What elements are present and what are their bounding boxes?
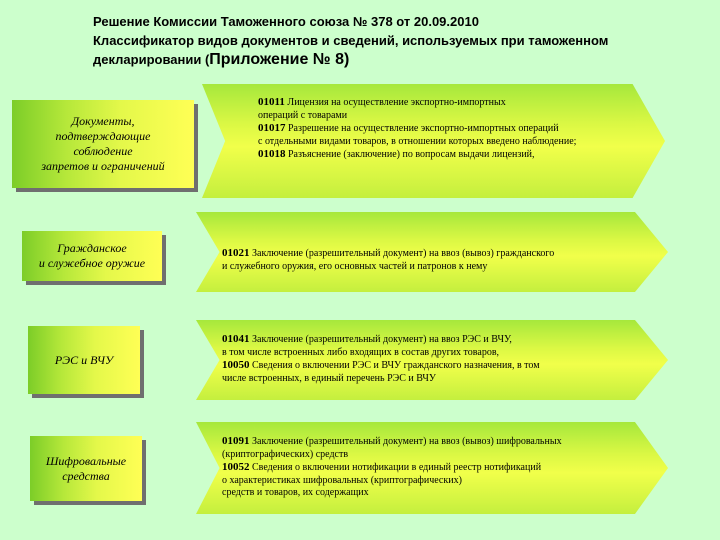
document-entry-line <box>222 475 562 488</box>
category-label-line: РЭС и ВЧУ <box>54 352 114 367</box>
header-line-2: Классификатор видов документов и сведений, используемых при таможенном <box>93 33 609 48</box>
category-label-line: запретов и ограничений <box>41 159 165 173</box>
document-description: Сведения о включении нотификации в единый реестр нотификаций <box>252 462 542 473</box>
category-label-line: Документы, <box>71 114 135 128</box>
document-description: в том числе встроенных либо входящих в состав других товаров, <box>222 346 500 358</box>
document-entry-line <box>258 122 576 136</box>
category-label-line: подтверждающие <box>55 129 151 143</box>
document-code: 01017 <box>258 122 286 134</box>
document-description: и служебного оружия, его основных частей и патронов к нему <box>222 260 488 272</box>
document-code: 01021 <box>222 247 250 259</box>
document-description: Лицензия на осуществление экспортно-импортных <box>287 97 506 108</box>
appendix-reference: Приложение № 8) <box>209 51 350 68</box>
header-line-1: Решение Комиссии Таможенного союза № 378 от 20.09.2010 <box>93 14 479 29</box>
category-label-line: Шифровальные <box>45 453 127 468</box>
document-code: 01018 <box>258 148 286 160</box>
category-label-line: соблюдение <box>73 144 133 158</box>
document-list-2 <box>222 247 554 273</box>
document-list-1 <box>258 96 576 162</box>
document-code: 10052 <box>222 461 250 473</box>
category-box-2 <box>22 231 162 281</box>
document-entry-line <box>258 148 576 162</box>
category-label-line: Гражданское <box>57 241 127 255</box>
document-entry-line <box>222 333 540 347</box>
document-entry-line <box>222 487 562 500</box>
document-description: (криптографических) средств <box>222 448 349 460</box>
category-box-3 <box>28 326 140 394</box>
document-description: числе встроенных, в единый перечень РЭС и ВЧУ <box>222 372 437 384</box>
document-entry-line <box>222 435 562 449</box>
category-label-line: и служебное оружие <box>38 256 146 270</box>
document-entry-line <box>222 347 540 360</box>
document-entry-line <box>258 136 576 149</box>
document-list-3 <box>222 333 540 385</box>
document-entry-line <box>222 373 540 386</box>
document-code: 01041 <box>222 333 250 345</box>
category-box-4 <box>30 436 142 501</box>
document-description: Заключение (разрешительный документ) на ввоз (вывоз) гражданского <box>252 248 555 259</box>
header-line-3 <box>93 50 693 69</box>
document-description: Разъяснение (заключение) по вопросам выдачи лицензий, <box>288 149 535 160</box>
document-code: 10050 <box>222 359 250 371</box>
document-entry-line <box>258 96 576 110</box>
document-description: Заключение (разрешительный документ) на ввоз РЭС и ВЧУ, <box>252 334 512 345</box>
category-box-1 <box>12 100 194 188</box>
category-label <box>39 241 145 271</box>
document-header <box>93 12 693 69</box>
document-entry-line <box>222 461 562 475</box>
document-entry-line <box>222 359 540 373</box>
document-description: Разрешение на осуществление экспортно-импортных операций <box>288 123 559 134</box>
document-entry-line <box>222 247 554 261</box>
document-list-4 <box>222 435 562 500</box>
category-label <box>55 353 113 368</box>
document-code: 01091 <box>222 435 250 447</box>
document-entry-line <box>258 110 576 123</box>
document-code: 01011 <box>258 96 285 108</box>
document-entry-line <box>222 261 554 274</box>
category-label <box>41 114 164 174</box>
header-line-3-prefix: декларировании ( <box>93 52 210 67</box>
document-description: операций с товарами <box>258 109 348 121</box>
document-entry-line <box>222 449 562 462</box>
category-label-line: средства <box>62 468 110 483</box>
document-description: Сведения о включении РЭС и ВЧУ гражданского назначения, в том <box>252 360 540 371</box>
category-label <box>46 454 126 484</box>
document-description: с отдельными видами товаров, в отношении которых введено наблюдение; <box>258 135 577 147</box>
document-description: средств и товаров, их содержащих <box>222 487 369 498</box>
document-description: Заключение (разрешительный документ) на ввоз (вывоз) шифровальных <box>252 436 562 447</box>
document-description: о характеристиках шифровальных (криптографических) <box>222 474 462 486</box>
